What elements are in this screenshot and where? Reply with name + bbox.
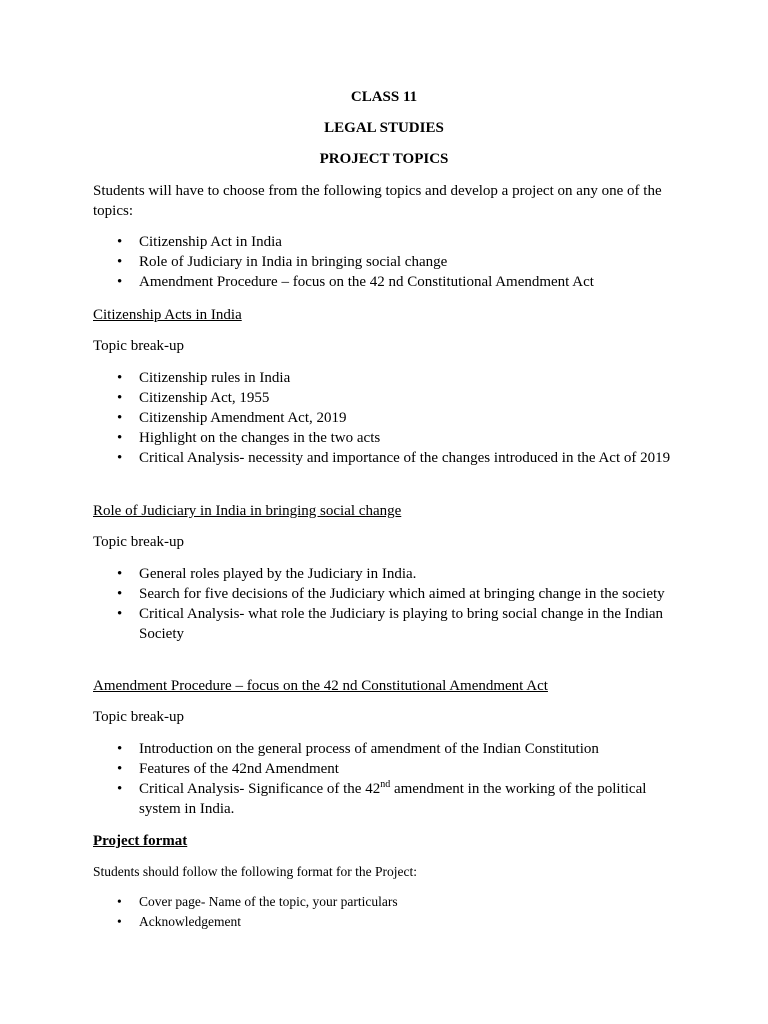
list-item: • Role of Judiciary in India in bringing social change [93,252,683,272]
amendment-breakup-list [93,739,683,819]
topics-list [93,232,683,292]
list-item: • Amendment Procedure – focus on the 42 nd Constitutional Amendment Act [93,272,683,292]
list-item: • Search for five decisions of the Judiciary which aimed at bringing change in the society [93,584,683,604]
list-item-text: Critical Analysis- Significance of the 42 [139,781,381,797]
section-title-amendment: Amendment Procedure – focus on the 42 nd Constitutional Amendment Act [93,678,548,694]
list-item: • Critical Analysis- what role the Judiciary is playing to bring social change in the Indian Society [93,604,683,644]
project-format-title: Project format [93,833,188,849]
list-item: • Highlight on the changes in the two acts [93,428,683,448]
list-item: • Cover page- Name of the topic, your particulars [93,892,683,912]
project-format-list [93,892,683,932]
topic-breakup-label: Topic break-up [93,709,184,725]
topic-breakup-label: Topic break-up [93,534,184,550]
project-format-intro: Students should follow the following format for the Project: [93,864,417,879]
list-item: • Citizenship Act, 1955 [93,388,683,408]
list-item: • Citizenship rules in India [93,368,683,388]
judiciary-breakup-list [93,564,683,644]
list-item-text: amendment in the working of the political system in India. [139,781,647,817]
list-item: • Citizenship Amendment Act, 2019 [93,408,683,428]
list-item: • Acknowledgement [93,912,683,932]
topic-breakup-label: Topic break-up [93,338,184,354]
list-item: • General roles played by the Judiciary in India. [93,564,683,584]
list-item: • Features of the 42nd Amendment [93,759,683,779]
citizenship-breakup-list [93,368,683,468]
subject-heading: LEGAL STUDIES [324,120,444,136]
list-item: • Critical Analysis- necessity and importance of the changes introduced in the Act of 2019 [93,448,683,468]
section-title-judiciary: Role of Judiciary in India in bringing social change [93,503,402,519]
intro-paragraph: Students will have to choose from the following topics and develop a project on any one of the topics: [93,183,662,219]
section-title-citizenship: Citizenship Acts in India [93,307,242,323]
superscript: nd [380,779,391,790]
list-item: • Introduction on the general process of amendment of the Indian Constitution [93,739,683,759]
class-heading: CLASS 11 [350,89,418,105]
list-item [93,779,683,819]
page-title: PROJECT TOPICS [319,151,449,167]
list-item: • Citizenship Act in India [93,232,683,252]
